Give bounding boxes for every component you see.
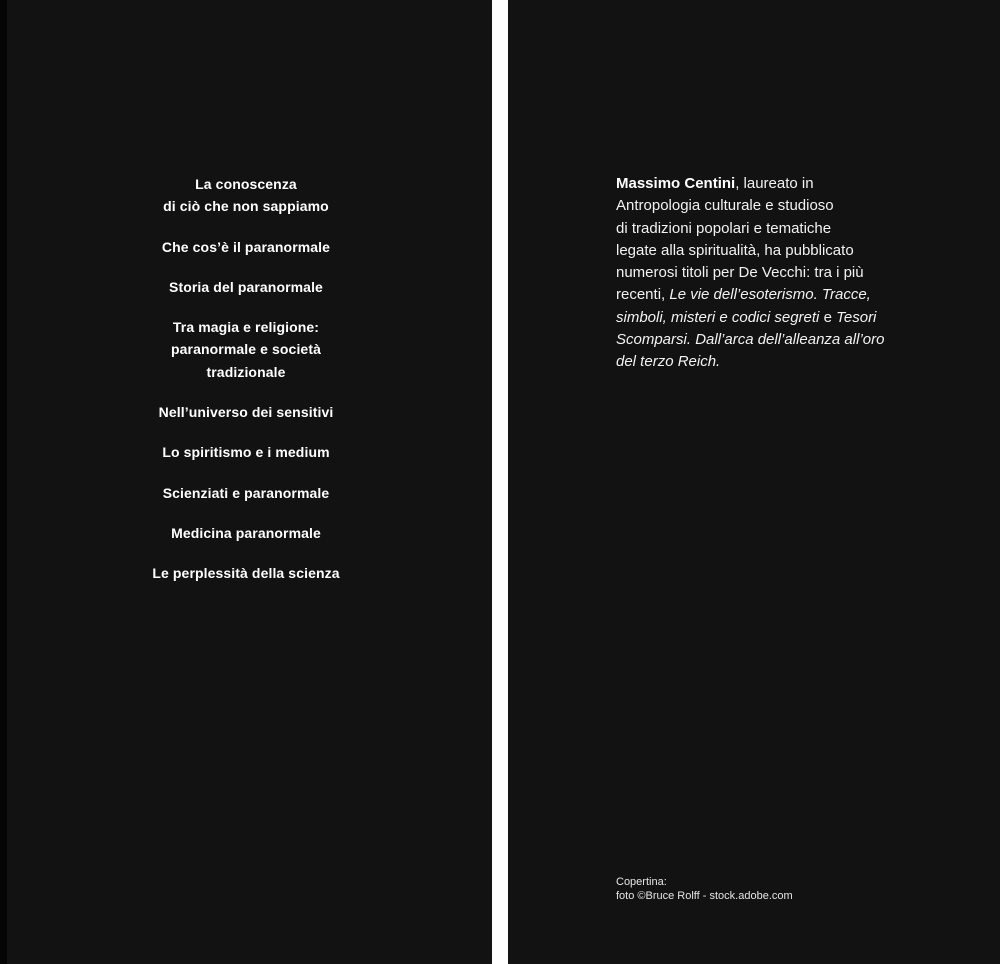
toc-item: [0, 276, 492, 298]
back-flap-left: [0, 0, 492, 964]
toc-line: Medicina paranormale: [171, 524, 321, 541]
author-flap-right: [508, 0, 1000, 964]
bio-line-1: [616, 173, 916, 195]
toc-line: di ciò che non sappiamo: [163, 198, 329, 215]
cover-credit: [616, 876, 793, 903]
toc-line: Che cos’è il paranormale: [161, 238, 331, 255]
toc-line: tradizionale: [206, 363, 286, 380]
credit-label: Copertina:: [616, 876, 667, 888]
bio-line-3: di tradizioni popolari e tematiche: [616, 219, 832, 237]
toc-item: [0, 316, 492, 383]
toc-item: [0, 401, 492, 423]
table-of-contents: [0, 173, 492, 603]
toc-line: Nell’universo dei sensitivi: [158, 404, 334, 421]
bio-line-2: Antropologia culturale e studioso: [616, 197, 834, 215]
bio-text: , laureato in: [735, 175, 814, 192]
book-title: simboli, misteri e codici segreti: [616, 308, 820, 326]
author-bio: [616, 173, 916, 374]
bio-text: recenti,: [616, 286, 670, 304]
book-title: Le vie dell’esoterismo. Tracce,: [669, 286, 871, 304]
bio-line-5: numerosi titoli per De Vecchi: tra i più: [616, 264, 864, 282]
toc-line: Scienziati e paranormale: [162, 484, 330, 501]
toc-item: [0, 441, 492, 463]
bio-line-9: del terzo Reich.: [616, 353, 721, 371]
bio-line-8: Scomparsi. Dall’arca dell’alleanza all’oro: [616, 331, 885, 349]
toc-line: Le perplessità della scienza: [152, 565, 340, 582]
toc-item: [0, 173, 492, 218]
bio-line-7: [616, 307, 916, 329]
bio-line-4: legate alla spiritualità, ha pubblicato: [616, 241, 854, 259]
toc-line: Lo spiritismo e i medium: [162, 444, 330, 461]
toc-item: [0, 482, 492, 504]
toc-line: La conoscenza: [195, 176, 297, 192]
toc-item: [0, 236, 492, 258]
author-name: Massimo Centini: [616, 175, 736, 192]
book-title: Tesori: [836, 308, 877, 326]
credit-text: foto ©Bruce Rolff - stock.adobe.com: [616, 889, 793, 902]
bio-line-6: [616, 284, 916, 306]
toc-line: Storia del paranormale: [169, 278, 323, 295]
toc-line: Tra magia e religione:: [172, 319, 320, 336]
bio-text: e: [819, 308, 837, 326]
toc-item: [0, 562, 492, 584]
toc-item: [0, 522, 492, 544]
toc-line: paranormale e società: [171, 341, 321, 358]
